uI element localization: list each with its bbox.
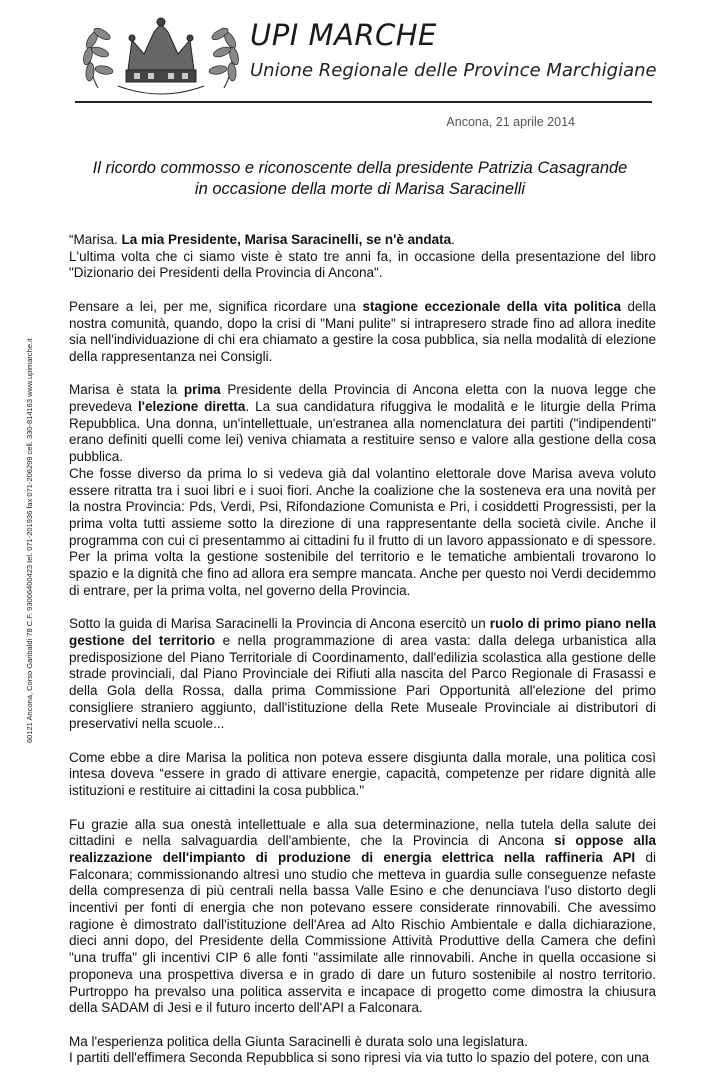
body-paragraph: Pensare a lei, per me, significa ricordare una stagione eccezionale della vita politica della nostra comunità, quando, dopo la crisi di "Mani pulite" si intrapresero strade fino ad allora inedite sia nell'individuazione di chi era chiamato a gestire la cosa pubblica, sia nella modalità di elezione della rappresentanza nei Consigli.: [69, 298, 657, 364]
emphasis-text: stagione eccezionale della vita politica: [362, 298, 621, 314]
headline-line-1: Il ricordo commosso e riconoscente della presidente Patrizia Casagrande: [92, 159, 628, 177]
emphasis-text: ruolo di primo piano nella gestione del territorio: [69, 616, 656, 648]
document-body: [69, 232, 656, 1084]
header-divider: [75, 101, 652, 103]
body-paragraph: Come ebbe a dire Marisa la politica non poteva essere disgiunta dalla morale, una politica così intesa doveva “essere in grado di attivare energie, capacità, competenze per ridare dignità alle istituzioni e restituire ai cittadini la cosa pubblica.": [69, 749, 656, 799]
address-footer-vertical: 60121 Ancona, Corso Garibaldi 78 C.F. 93006400423 tel. 071-201936 fax 071-206299 cell. 330-814163 www.upimarche.it: [25, 338, 34, 743]
body-paragraph: Ma l'esperienza politica della Giunta Saracinelli è durata solo una legislatura. I partiti dell'effimera Seconda Repubblica si sono ripresi via via tutto lo spazio del potere, con una: [69, 1033, 650, 1066]
headline-line-2: in occasione della morte di Marisa Saracinelli: [194, 180, 526, 198]
body-paragraph: Marisa è stata la prima Presidente della Provincia di Ancona eletta con la nuova legge che prevedeva l'elezione diretta. La sua candidatura rifuggiva le modalità e le liturgie della Prima Repubblica. Una donna, un'intellettuale, un'estranea alla nomenclatura dei partiti ("indipendenti" erano definiti quelli come lei) veniva chiamata a restituire senso e valore alla gestione della cosa pubblica.: [69, 382, 657, 465]
document-headline: [60, 158, 660, 200]
body-paragraph: Sotto la guida di Marisa Saracinelli la Provincia di Ancona esercitò un ruolo di primo piano nella gestione del territorio e nella programmazione di area vasta: dalla delega urbanistica alla predisposizione del Piano Territoriale di Coordinamento, dall'edilizia scolastica alla gestione delle strade provinciali, dal Piano Provinciale dei Rifiuti alla nascita del Parco Regionale di Frasassi e della Gola della Rossa, dalla prima Commissione Pari Opportunità all'elezione del primo consigliere straniero aggiunto, dall'istituzione della Rete Museale Provinciale ai distributori di preservativi nella scuole...: [69, 616, 656, 732]
body-paragraph: Che fosse diverso da prima lo si vedeva già dal volantino elettorale dove Marisa aveva voluto essere ritratta tra i suoi libri e i suoi fiori. Anche la coalizione che la sosteneva era una novità per la nostra Provincia: Pds, Verdi, Psi, Rifondazione Comunista e Pri, i cosiddetti Progressisti, per la prima volta tutti assieme sotto la direzione di una rappresentante della società civile. Anche il programma con cui ci presentammo ai cittadini fu il frutto di un lavoro appassionato e di spessore. Per la prima volta la gestione sostenibile del territorio e le tematiche ambientali trovarono lo spazio e la dignità che fino ad allora era sempre mancata. Anche per questo noi Verdi decidemmo di entrare, per la prima volta, nel governo della Provincia.: [69, 465, 656, 598]
document-date: Ancona, 21 aprile 2014: [446, 115, 575, 129]
body-paragraph: “Marisa. La mia Presidente, Marisa Saracinelli, se n'è andata. L'ultima volta che ci siamo viste è stato tre anni fa, in occasione della presentazione del libro "Dizionario dei Presidenti della Provincia di Ancona".: [69, 232, 656, 281]
org-title: UPI MARCHE: [250, 18, 437, 52]
crown-laurel-emblem-icon: [78, 10, 244, 102]
emphasis-text: La mia Presidente, Marisa Saracinelli, se n'è andata: [121, 232, 452, 247]
emphasis-text: l'elezione diretta: [138, 399, 246, 414]
org-subtitle: Unione Regionale delle Province Marchigiane: [250, 60, 657, 81]
emphasis-text: prima: [183, 382, 221, 398]
body-paragraph: Fu grazie alla sua onestà intellettuale e alla sua determinazione, nella tutela della salute dei cittadini e nella salvaguardia dell'ambiente, che la Provincia di Ancona si oppose alla realizzazione dell'impianto di produzione di energia elettrica nella raffineria API di Falconara; commissionando altresì uno studio che metteva in guardia sulle conseguenze nefaste della compresenza di più centrali nella bassa Valle Esino e che denunciava l'uso distorto degli incentivi per fonti di energia che non potevano essere considerate rinnovabili. Che avessimo ragione è dimostrato dall'istituzione dell'Area ad Alto Rischio Ambientale e dalla dichiarazione, dieci anni dopo, del Presidente della Commissione Attività Produttive della Camera che definì "una truffa" gli incentivi CIP 6 alle fonti "assimilate alle rinnovabili. Anche in quella occasione si proponeva una prospettiva diversa e in grado di dare un futuro sostenibile al nostro territorio. Purtroppo ha prevalso una politica asservita e incapace di progetto come dimostra la chiusura della SADAM di Jesi e il futuro incerto dell'API a Falconara.: [69, 816, 656, 1016]
emphasis-text: si oppose alla realizzazione dell'impianto di produzione di energia elettrica nella raffineria API: [69, 833, 656, 865]
